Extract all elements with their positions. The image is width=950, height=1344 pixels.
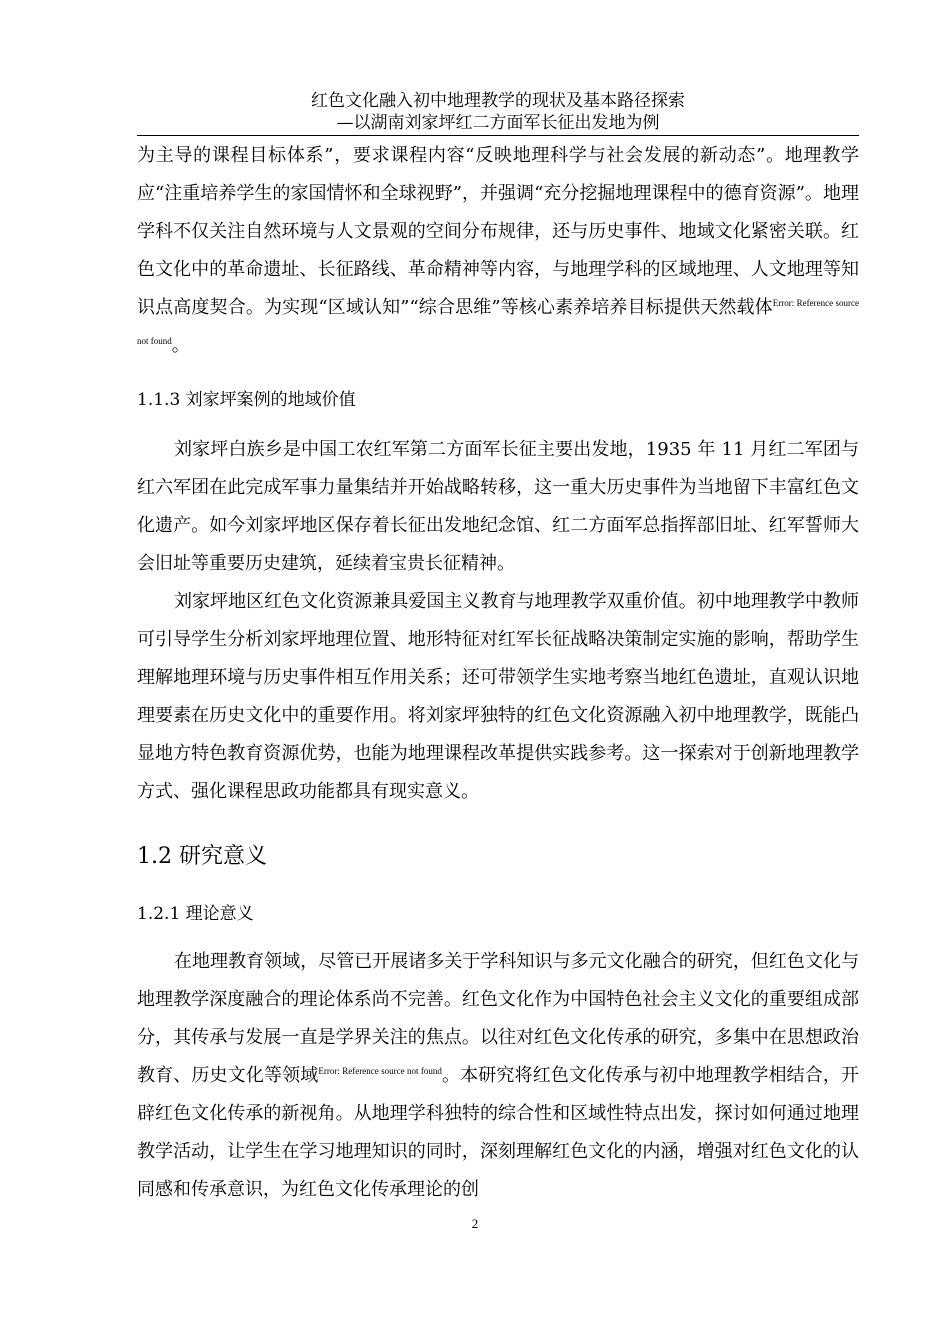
body-content	[137, 137, 859, 1209]
paragraph-1-end: 。	[171, 335, 190, 356]
paragraph-1-text: 为主导的课程目标体系”，要求课程内容“反映地理科学与社会发展的新动态”。地理教学应“注重培养学生的家国情怀和全球视野”，并强调“充分挖掘地理课程中的德育资源”。地理学科不仅关注自然环境与人文景观的空间分布规律，还与历史事件、地域文化紧密关联。红色文化中的革命遗址、长征路线、革命精神等内容，与地理学科的区域地理、人文地理等知识点高度契合。为实现“区域认知”“综合思维”等核心素养培养目标提供天然载体	[137, 145, 859, 318]
page-number: 2	[471, 1216, 479, 1231]
paragraph-4-text-a: 在地理教育领域，尽管已开展诸多关于学科知识与多元文化融合的研究，但红色文化与地理教学深度融合的理论体系尚不完善。红色文化作为中国特色社会主义文化的重要组成部分，其传承与发展一直是学界关注的焦点。以往对红色文化传承的研究，多集中在思想政治教育、历史文化等领域	[137, 951, 859, 1086]
paragraph-3: 刘家坪地区红色文化资源兼具爱国主义教育与地理教学双重价值。初中地理教学中教师可引导学生分析刘家坪地理位置、地形特征对红军长征战略决策制定实施的影响，帮助学生理解地理环境与历史事件相互作用关系；还可带领学生实地考察当地红色遗址，直观认识地理要素在历史文化中的重要作用。将刘家坪独特的红色文化资源融入初中地理教学，既能凸显地方特色教育资源优势，也能为地理课程改革提供实践参考。这一探索对于创新地理教学方式、强化课程思政功能都具有现实意义。	[137, 591, 859, 802]
header-title-line2: —以湖南刘家坪红二方面军长征出发地为例	[336, 113, 660, 133]
paragraph-4-text-b: 。本研究将红色文化传承与初中地理教学相结合，开辟红色文化传承的新视角。从地理学科独特的综合性和区域性特点出发，探讨如何通过地理教学活动，让学生在学习地理知识的同时，深刻理解红色文化的内涵，增强对红色文化的认同感和传承意识，为红色文化传承理论的创	[137, 1065, 860, 1200]
section-heading-1-2-1: 1.2.1 理论意义	[137, 904, 254, 924]
paragraph-4	[137, 943, 859, 1209]
paragraph-2: 刘家坪白族乡是中国工农红军第二方面军长征主要出发地，1935 年 11 月红二军团与红六军团在此完成军事力量集结并开始战略转移，这一重大历史事件为当地留下丰富红色文化遗产。如今刘家坪地区保存着长征出发地纪念馆、红二方面军总指挥部旧址、红军誓师大会旧址等重要历史建筑，延续着宝贵长征精神。	[137, 439, 859, 574]
section-heading-1-2: 1.2 研究意义	[137, 844, 267, 869]
paragraph-1	[137, 137, 859, 365]
reference-error: Error: Reference source not found	[137, 298, 859, 346]
section-heading-1-1-3: 1.1.3 刘家坪案例的地域价值	[137, 390, 356, 410]
header-rule	[137, 135, 859, 136]
reference-error: Error: Reference source not found	[318, 1066, 442, 1076]
header-title-line1: 红色文化融入初中地理教学的现状及基本路径探索	[311, 91, 685, 111]
running-header	[137, 90, 859, 134]
